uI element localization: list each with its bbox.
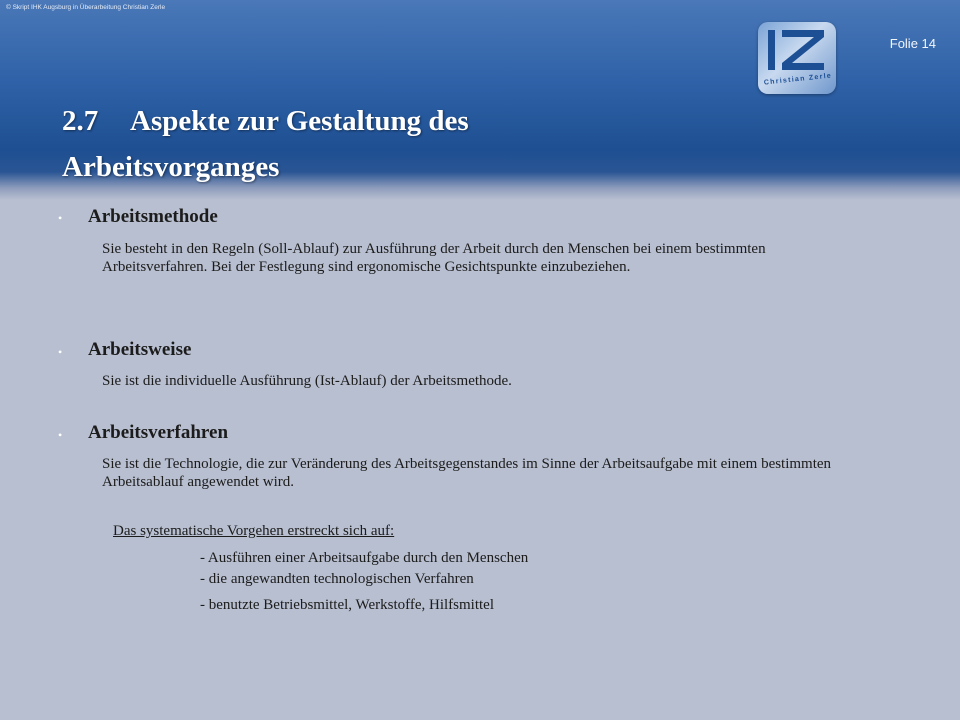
section-text-arbeitsmethode: Sie besteht in den Regeln (Soll-Ablauf) zur Ausführung der Arbeit durch den Menschen bei einem bestimmten Arbeitsverfahren. Bei der Festlegung sind ergonomische Gesichtspunkte einzubeziehen. xyxy=(102,241,766,275)
section-heading-arbeitsverfahren: Arbeitsverfahren xyxy=(88,422,229,443)
section-text-arbeitsweise: Sie ist die individuelle Ausführung (Ist-Ablauf) der Arbeitsmethode. xyxy=(102,373,512,389)
systematic-item: - Ausführen einer Arbeitsaufgabe durch den Menschen xyxy=(200,550,529,566)
systematic-title: Das systematische Vorgehen erstreckt sich auf: xyxy=(113,523,395,539)
section-heading-arbeitsmethode: Arbeitsmethode xyxy=(88,206,218,227)
bullet-icon: • xyxy=(58,428,63,442)
systematic-item: - die angewandten technologischen Verfahren xyxy=(200,571,474,587)
bullet-icon: • xyxy=(58,211,63,225)
title-line2: Arbeitsvorganges xyxy=(62,151,280,183)
slide-number: Folie 14 xyxy=(889,36,936,51)
copyright-note: © Skript IHK Augsburg in Überarbeitung Christian Zerle xyxy=(6,4,166,11)
page-title xyxy=(62,98,722,190)
logo-text: Christian Zerle xyxy=(763,72,833,87)
logo xyxy=(758,22,836,94)
systematic-item: - benutzte Betriebsmittel, Werkstoffe, Hilfsmittel xyxy=(200,597,495,613)
bullet-icon: • xyxy=(58,345,63,359)
section-heading-arbeitsweise: Arbeitsweise xyxy=(88,339,192,360)
section-text-arbeitsverfahren: Sie ist die Technologie, die zur Veränderung des Arbeitsgegenstandes im Sinne der Arbeitsaufgabe mit einem bestimmten Arbeitsablauf angewendet wird. xyxy=(102,456,832,490)
title-number: 2.7 xyxy=(62,105,99,137)
title-line1: Aspekte zur Gestaltung des xyxy=(130,105,469,137)
